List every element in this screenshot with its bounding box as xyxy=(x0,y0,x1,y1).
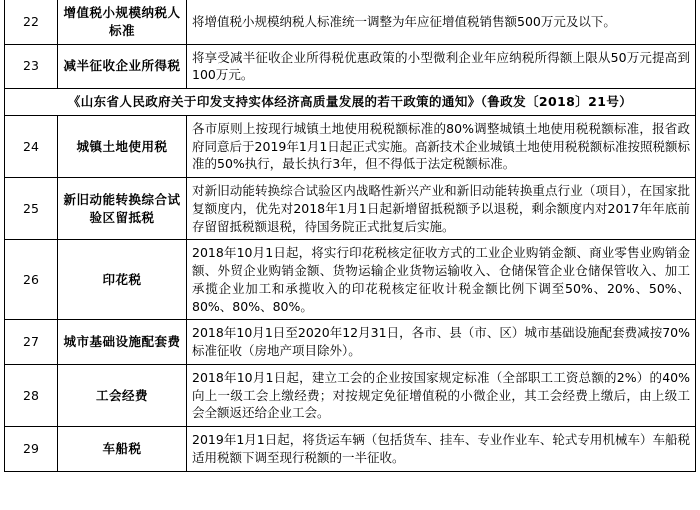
table-row xyxy=(5,427,696,472)
row-policy-name: 车船税 xyxy=(58,427,187,472)
table-row xyxy=(5,320,696,365)
row-policy-name: 新旧动能转换综合试验区留抵税 xyxy=(58,178,187,240)
row-policy-content: 将享受减半征收企业所得税优惠政策的小型微利企业年应纳税所得额上限从50万元提高到100万元。 xyxy=(187,44,696,89)
table-row xyxy=(5,44,696,89)
table-row xyxy=(5,115,696,177)
row-policy-name: 减半征收企业所得税 xyxy=(58,44,187,89)
row-policy-content: 2018年10月1日至2020年12月31日，各市、县（市、区）城市基础设施配套费减按70%标准征收（房地产项目除外）。 xyxy=(187,320,696,365)
row-number: 27 xyxy=(5,320,58,365)
row-number: 28 xyxy=(5,364,58,426)
row-policy-content: 对新旧动能转换综合试验区内战略性新兴产业和新旧动能转换重点行业（项目），在国家批复额度内，优先对2018年1月1日起新增留抵税额予以退税，剩余额度内对2017年年底前存留留抵税额退税，待国务院正式批复后实施。 xyxy=(187,178,696,240)
row-number: 29 xyxy=(5,427,58,472)
row-policy-name: 印花税 xyxy=(58,240,187,320)
row-policy-content: 2019年1月1日起，将货运车辆（包括货车、挂车、专业作业车、轮式专用机械车）车船税适用税额下调至现行税额的一半征收。 xyxy=(187,427,696,472)
row-number: 26 xyxy=(5,240,58,320)
row-policy-content: 2018年10月1日起，将实行印花税核定征收方式的工业企业购销金额、商业零售业购销金额、外贸企业购销金额、货物运输企业货物运输收入、仓储保管企业仓储保管收入、加工承揽企业加工和承揽收入的印花税核定征收计税金额比例下调至50%、20%、50%、80%、80%、80%。 xyxy=(187,240,696,320)
row-number: 23 xyxy=(5,44,58,89)
section-heading-row xyxy=(5,89,696,116)
policy-table-body xyxy=(5,0,696,471)
row-policy-name: 增值税小规模纳税人标准 xyxy=(58,0,187,44)
table-row xyxy=(5,364,696,426)
row-policy-content: 各市原则上按现行城镇土地使用税税额标准的80%调整城镇土地使用税税额标准，报省政府同意后于2019年1月1日起正式实施。高新技术企业城镇土地使用税税额标准按照税额标准的50%执行，最长执行3年，但不得低于法定税额标准。 xyxy=(187,115,696,177)
row-number: 25 xyxy=(5,178,58,240)
row-policy-content: 将增值税小规模纳税人标准统一调整为年应征增值税销售额500万元及以下。 xyxy=(187,0,696,44)
row-policy-content: 2018年10月1日起，建立工会的企业按国家规定标准（全部职工工资总额的2%）的40%向上一级工会上缴经费；对按规定免征增值税的小微企业，其工会经费上缴后，由上级工会全额返还给企业工会。 xyxy=(187,364,696,426)
row-number: 22 xyxy=(5,0,58,44)
table-row xyxy=(5,178,696,240)
row-policy-name: 工会经费 xyxy=(58,364,187,426)
row-number: 24 xyxy=(5,115,58,177)
row-policy-name: 城市基础设施配套费 xyxy=(58,320,187,365)
row-policy-name: 城镇土地使用税 xyxy=(58,115,187,177)
table-row xyxy=(5,240,696,320)
table-row xyxy=(5,0,696,44)
section-heading: 《山东省人民政府关于印发支持实体经济高质量发展的若干政策的通知》（鲁政发〔2018〕21号） xyxy=(5,89,696,116)
policy-table xyxy=(4,0,696,472)
